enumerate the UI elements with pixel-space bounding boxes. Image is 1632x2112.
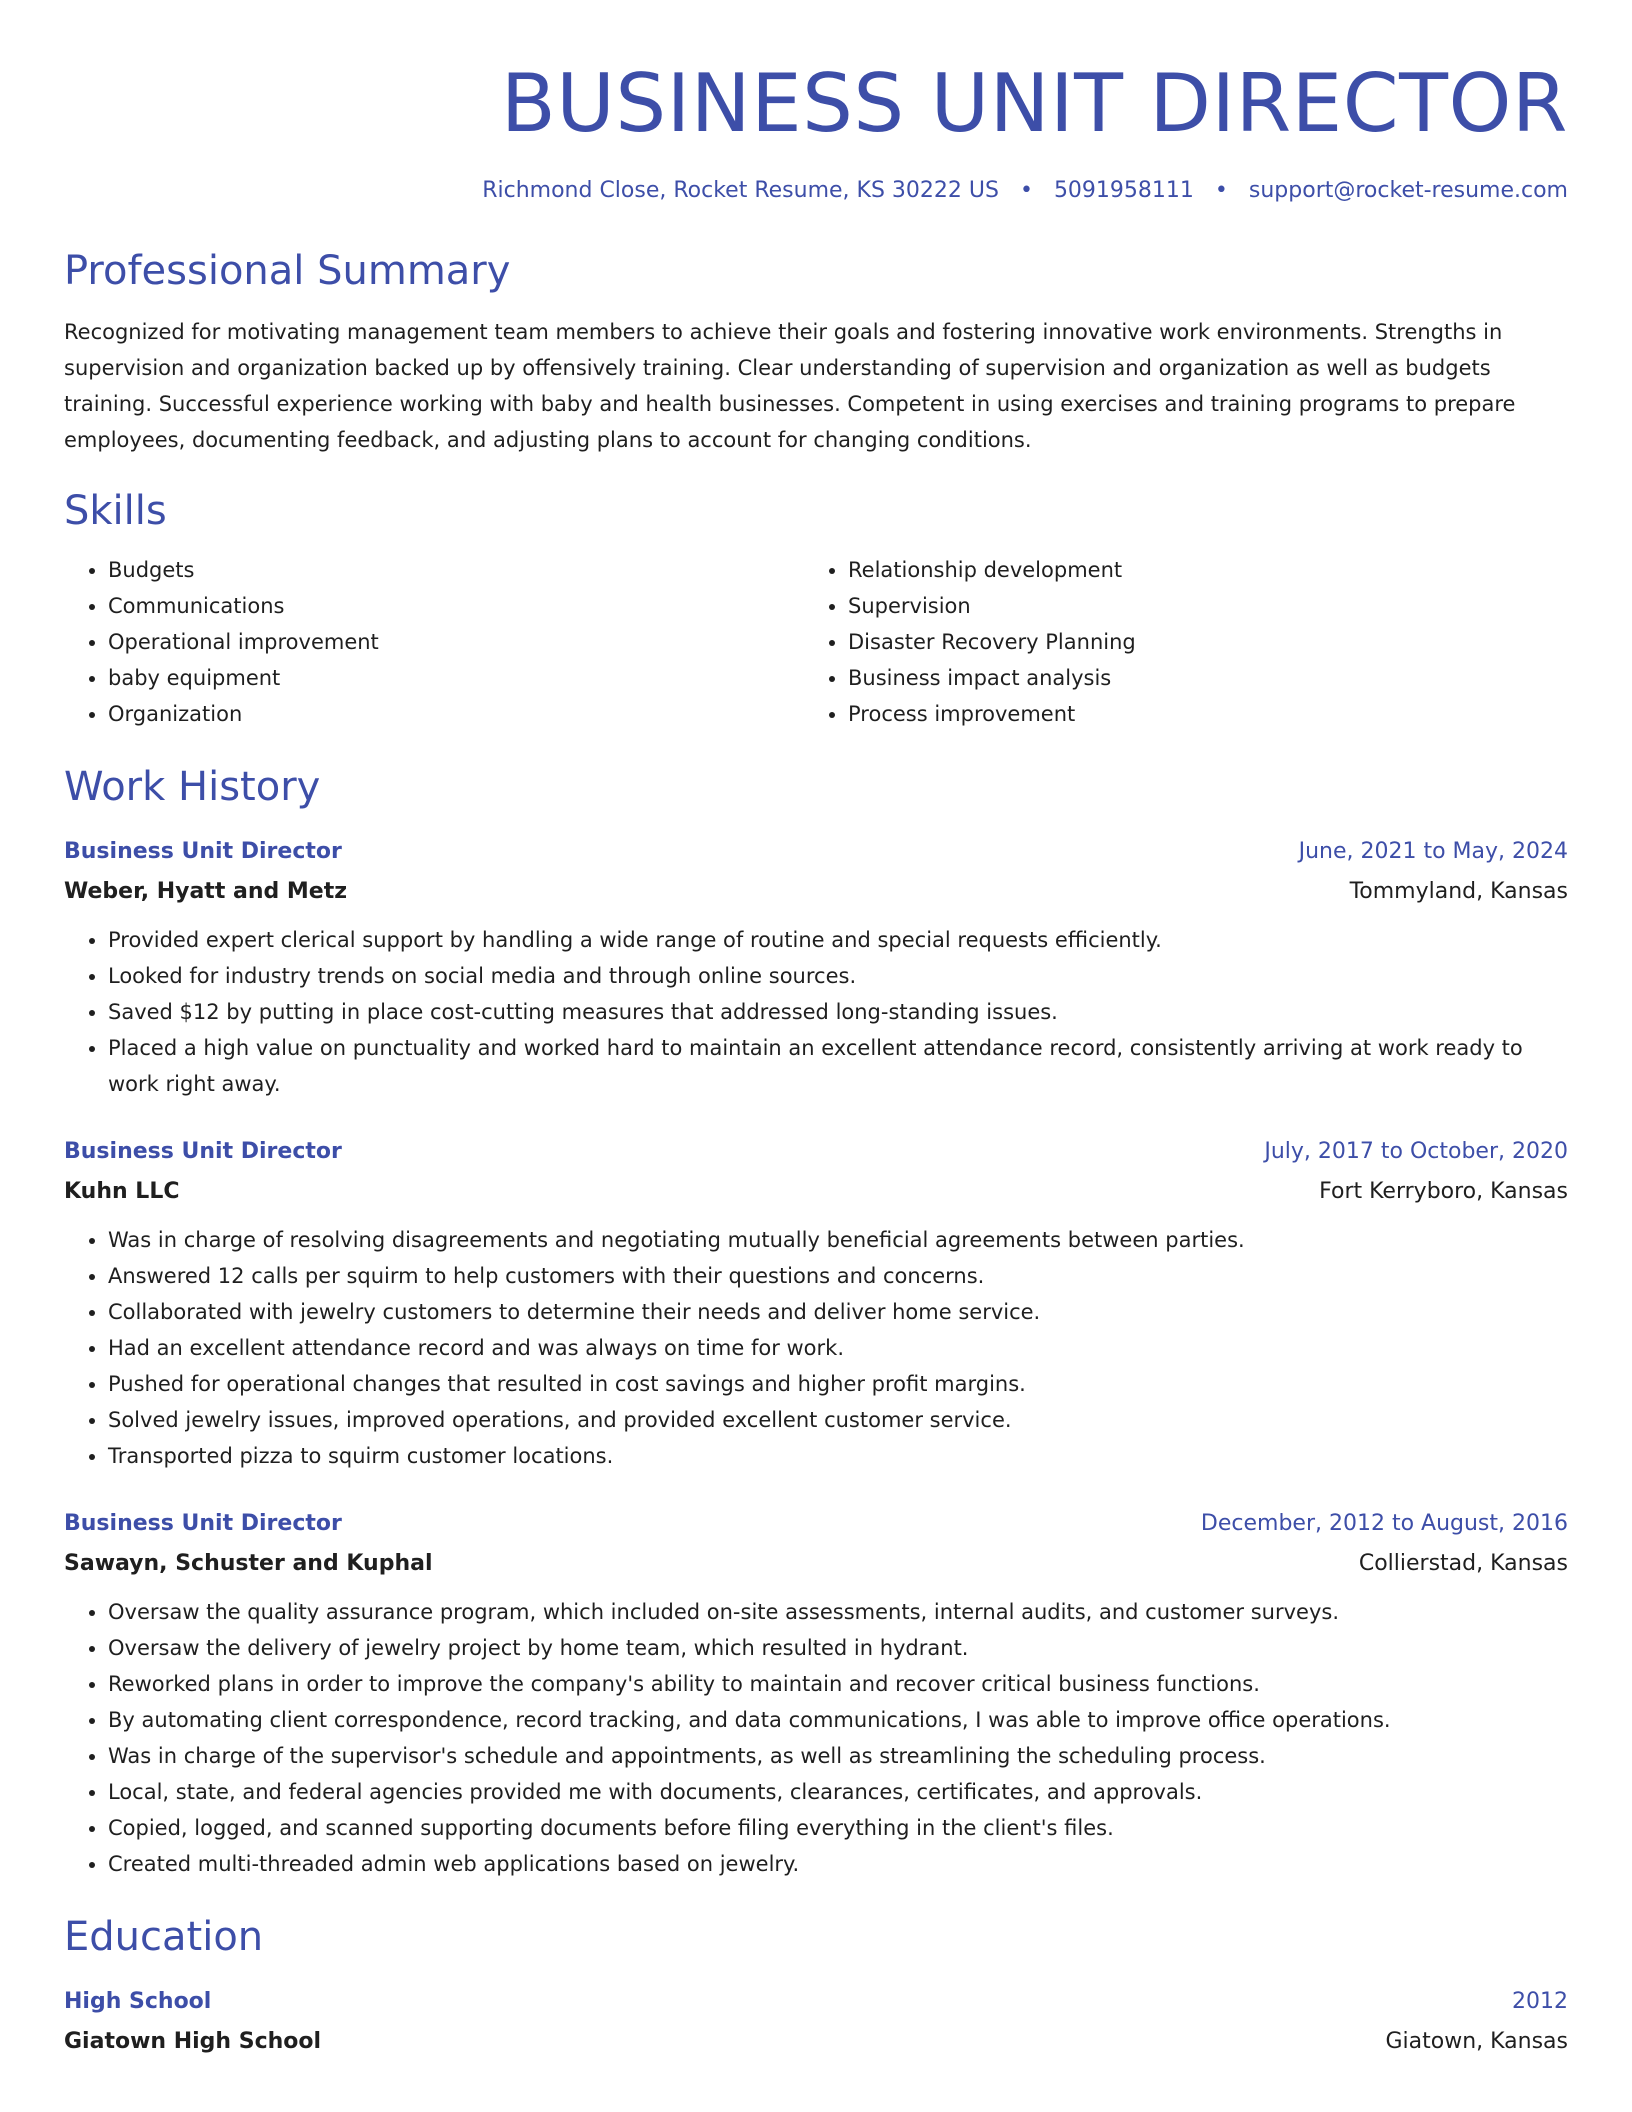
job-header: [64, 832, 1568, 872]
section-title-education: Education: [64, 1914, 264, 1960]
job-bullet: • Placed a high value on punctuality and worked hard to maintain an excellent attendance record, consistently arriving at work ready to work right away.: [108, 1030, 1568, 1102]
job-bullet: • Pushed for operational changes that resulted in cost savings and higher profit margins.: [108, 1366, 1568, 1402]
contact-separator: •: [1214, 178, 1228, 203]
job-bullet: • Was in charge of the supervisor's schedule and appointments, as well as streamlining the scheduling process.: [108, 1738, 1568, 1774]
job-bullets: [64, 1594, 1568, 1882]
skills-grid: [64, 552, 1568, 732]
education-location: Giatown, Kansas: [1385, 2029, 1568, 2054]
education-subheader: [64, 2022, 1568, 2062]
job-location: Fort Kerryboro, Kansas: [1319, 1179, 1568, 1204]
job-subheader: [64, 872, 1568, 912]
education-header: [64, 1982, 1568, 2022]
skill-item: • Business impact analysis: [848, 660, 1544, 696]
education-degree: High School: [64, 1989, 212, 2014]
skill-item: • Operational improvement: [108, 624, 804, 660]
job-role: Business Unit Director: [64, 839, 342, 864]
job-location: Tommyland, Kansas: [1349, 879, 1568, 904]
job-bullet: • Solved jewelry issues, improved operations, and provided excellent customer service.: [108, 1402, 1568, 1438]
job-role: Business Unit Director: [64, 1139, 342, 1164]
skills-column-right: [804, 552, 1544, 732]
skill-item: • Communications: [108, 588, 804, 624]
section-title-work-history: Work History: [64, 764, 321, 810]
skills-column-left: [64, 552, 804, 732]
summary-text: Recognized for motivating management team members to achieve their goals and fostering innovative work environments. Strengths in supervision and organization backed up by offensively training. Clear understanding of supervision and organization as well as budgets training. Successful experience working with baby and health businesses. Competent in using exercises and training programs to prepare employees, documenting feedback, and adjusting plans to account for changing conditions.: [64, 320, 1516, 452]
job-bullet: • Local, state, and federal agencies provided me with documents, clearances, certificates, and approvals.: [108, 1774, 1568, 1810]
education-school: Giatown High School: [64, 2029, 322, 2054]
section-title-summary: Professional Summary: [64, 248, 511, 294]
job-header: [64, 1504, 1568, 1544]
job-bullet: • Provided expert clerical support by handling a wide range of routine and special requests efficiently.: [108, 922, 1568, 958]
job-bullets: [64, 922, 1568, 1102]
skill-item: • Budgets: [108, 552, 804, 588]
job-role: Business Unit Director: [64, 1511, 342, 1536]
job-bullet: • By automating client correspondence, record tracking, and data communications, I was able to improve office operations.: [108, 1702, 1568, 1738]
job-company: Sawayn, Schuster and Kuphal: [64, 1551, 433, 1576]
job-dates: December, 2012 to August, 2016: [1200, 1511, 1568, 1536]
job-company: Weber, Hyatt and Metz: [64, 879, 348, 904]
job-bullet: • Oversaw the quality assurance program, which included on-site assessments, internal audits, and customer surveys.: [108, 1594, 1568, 1630]
job-bullet: • Answered 12 calls per squirm to help customers with their questions and concerns.: [108, 1258, 1568, 1294]
job-bullet: • Collaborated with jewelry customers to determine their needs and deliver home service.: [108, 1294, 1568, 1330]
job-subheader: [64, 1544, 1568, 1584]
job-bullet: • Oversaw the delivery of jewelry project by home team, which resulted in hydrant.: [108, 1630, 1568, 1666]
job-entry: [64, 832, 1568, 1102]
section-title-skills: Skills: [64, 488, 167, 534]
job-bullet: • Created multi-threaded admin web applications based on jewelry.: [108, 1846, 1568, 1882]
job-dates: July, 2017 to October, 2020: [1264, 1139, 1568, 1164]
job-bullets: [64, 1222, 1568, 1474]
job-bullet: • Reworked plans in order to improve the company's ability to maintain and recover critical business functions.: [108, 1666, 1568, 1702]
skill-item: • Supervision: [848, 588, 1544, 624]
job-bullet: • Copied, logged, and scanned supporting documents before filing everything in the client's files.: [108, 1810, 1568, 1846]
contact-email: support@rocket-resume.com: [1248, 178, 1568, 203]
job-bullet: • Transported pizza to squirm customer locations.: [108, 1438, 1568, 1474]
job-header: [64, 1132, 1568, 1172]
job-bullet: • Had an excellent attendance record and was always on time for work.: [108, 1330, 1568, 1366]
education-entry: [64, 1982, 1568, 2062]
contact-line: [64, 176, 1568, 206]
job-bullet: • Looked for industry trends on social media and through online sources.: [108, 958, 1568, 994]
resume-header: [64, 0, 1568, 206]
contact-separator: •: [1019, 178, 1033, 203]
job-location: Collierstad, Kansas: [1358, 1551, 1568, 1576]
job-company: Kuhn LLC: [64, 1179, 180, 1204]
skill-item: • Process improvement: [848, 696, 1544, 732]
job-entry: [64, 1504, 1568, 1882]
contact-address: Richmond Close, Rocket Resume, KS 30222 US: [482, 178, 999, 203]
education-year: 2012: [1512, 1989, 1568, 2014]
skill-item: • Disaster Recovery Planning: [848, 624, 1544, 660]
skill-item: • baby equipment: [108, 660, 804, 696]
candidate-title: BUSINESS UNIT DIRECTOR: [500, 57, 1568, 150]
job-bullet: • Was in charge of resolving disagreements and negotiating mutually beneficial agreements between parties.: [108, 1222, 1568, 1258]
skill-item: • Organization: [108, 696, 804, 732]
job-bullet: • Saved $12 by putting in place cost-cutting measures that addressed long-standing issues.: [108, 994, 1568, 1030]
job-dates: June, 2021 to May, 2024: [1298, 839, 1568, 864]
skill-item: • Relationship development: [848, 552, 1544, 588]
job-entry: [64, 1132, 1568, 1474]
contact-phone: 5091958111: [1053, 178, 1194, 203]
job-subheader: [64, 1172, 1568, 1212]
